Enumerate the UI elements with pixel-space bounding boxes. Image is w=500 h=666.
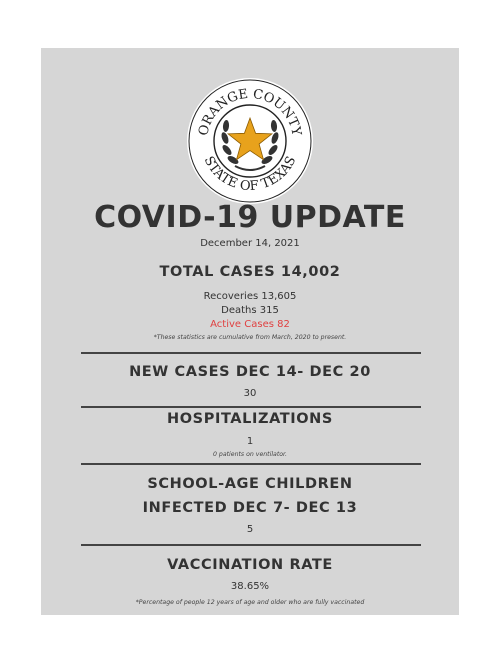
divider (81, 463, 421, 465)
hospitalizations-value: 1 (246, 436, 254, 447)
new-cases-value: 30 (243, 388, 257, 399)
divider (81, 544, 421, 546)
total-cases-heading: TOTAL CASES 14,002 (159, 264, 341, 280)
update-card (41, 48, 459, 615)
school-heading-line1: SCHOOL-AGE CHILDREN (147, 476, 353, 492)
hospitalizations-heading: HOSPITALIZATIONS (167, 411, 333, 427)
page-title: COVID-19 UPDATE (94, 200, 406, 235)
vaccination-heading: VACCINATION RATE (167, 557, 333, 573)
deaths-text: Deaths 315 (221, 305, 279, 316)
active-cases-text: Active Cases 82 (210, 319, 290, 330)
ventilator-note: 0 patients on ventilator. (213, 451, 287, 458)
vaccination-note: *Percentage of people 12 years of age and older who are fully vaccinated (135, 599, 365, 606)
divider (81, 352, 421, 354)
vaccination-value: 38.65% (230, 581, 270, 592)
cumulative-note: *These statistics are cumulative from March, 2020 to present. (153, 334, 347, 341)
seal-top-text: ORANGE COUNTY (196, 86, 304, 138)
seal-bottom-text: STATE OF TEXAS (200, 154, 300, 195)
school-value: 5 (246, 524, 254, 535)
recoveries-text: Recoveries 13,605 (203, 291, 297, 302)
divider (81, 406, 421, 408)
new-cases-heading: NEW CASES DEC 14- DEC 20 (129, 364, 371, 380)
county-seal-icon (185, 76, 315, 206)
update-date: December 14, 2021 (200, 238, 300, 249)
school-heading-line2: INFECTED DEC 7- DEC 13 (142, 500, 358, 516)
